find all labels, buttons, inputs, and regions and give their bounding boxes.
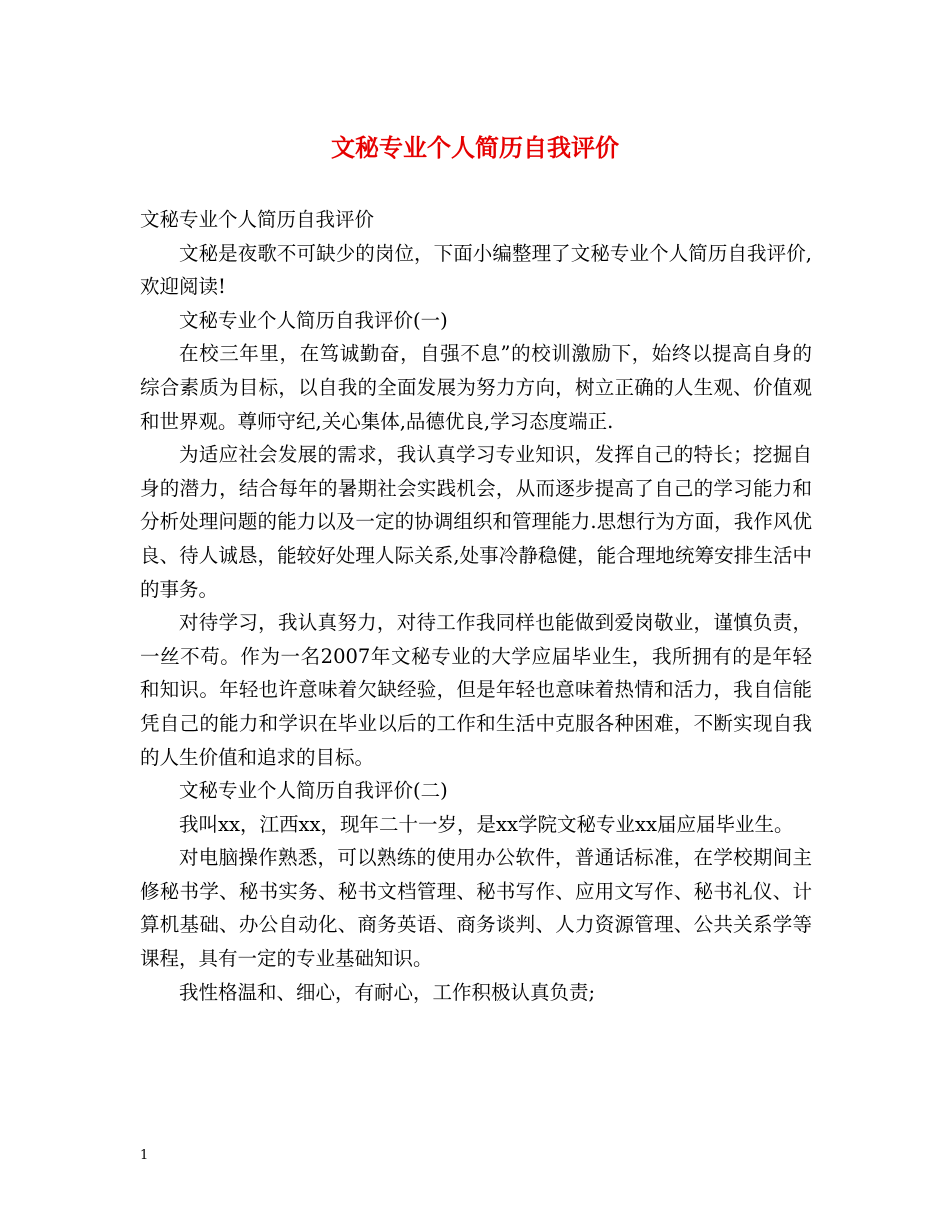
section-heading-one: 文秘专业个人简历自我评价(一) <box>179 308 448 332</box>
page-number: 1 <box>140 1148 149 1163</box>
paragraph: 我叫xx，江西xx，现年二十一岁，是xx学院文秘专业xx届应届毕业生。 <box>179 812 794 836</box>
paragraph: 对待学习，我认真努力，对待工作我同样也能做到爱岗敬业，谨慎负责，一丝不苟。作为一名2007年文秘专业的大学应届毕业生，我所拥有的是年轻和知识。年轻也许意味着欠缺经验，但是年轻也意味着热情和活力，我自信能凭自己的能力和学识在毕业以后的工作和生活中克服各种困难，不断实现自我的人生价值和追求的目标。 <box>140 611 812 769</box>
paragraph: 为适应社会发展的需求，我认真学习专业知识，发挥自己的特长；挖掘自身的潜力，结合每年的暑期社会实践机会，从而逐步提高了自己的学习能力和分析处理问题的能力以及一定的协调组织和管理能力.思想行为方面，我作风优良、待人诚恳，能较好处理人际关系,处事冷静稳健，能合理地统筹安排生活中的事务。 <box>140 443 812 601</box>
document-title: 文秘专业个人简历自我评价 <box>331 133 619 162</box>
paragraph: 在校三年里，在笃诚勤奋，自强不息”的校训激励下，始终以提高自身的综合素质为目标，以自我的全面发展为努力方向，树立正确的人生观、价值观和世界观。尊师守纪,关心集体,品德优良,学习态度端正. <box>140 342 812 433</box>
paragraph-intro: 文秘是夜歌不可缺少的岗位，下面小编整理了文秘专业个人简历自我评价,欢迎阅读! <box>140 241 812 299</box>
paragraph: 我性格温和、细心，有耐心，工作积极认真负责; <box>179 980 596 1004</box>
paragraph: 对电脑操作熟悉，可以熟练的使用办公软件，普通话标准，在学校期间主修秘书学、秘书实务、秘书文档管理、秘书写作、应用文写作、秘书礼仪、计算机基础、办公自动化、商务英语、商务谈判、人力资源管理、公共关系学等课程，具有一定的专业基础知识。 <box>140 846 812 971</box>
paragraph-heading: 文秘专业个人简历自我评价 <box>140 208 375 231</box>
section-heading-two: 文秘专业个人简历自我评价(二) <box>179 779 448 803</box>
document-body <box>140 203 812 1009</box>
